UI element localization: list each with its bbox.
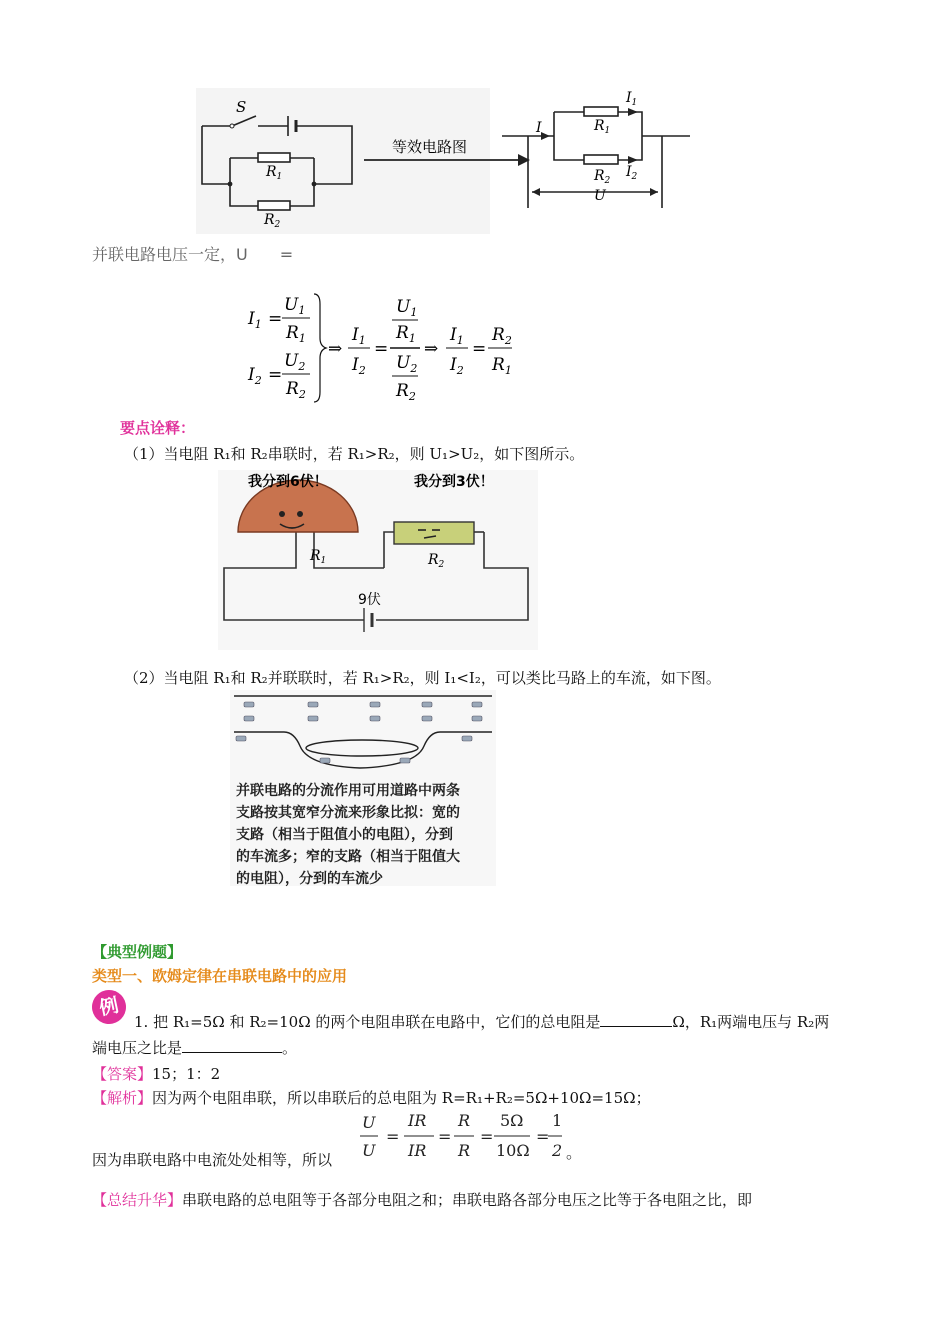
svg-text:I1: $I_1$ — [352, 325, 366, 347]
analysis-line: 【解析】因为两个电阻串联，所以串联后的总电阻为 R=R₁+R₂=5Ω+10Ω=15Ω； — [92, 1089, 651, 1107]
svg-text:U1: $U_1$ — [284, 295, 306, 317]
road-diagram — [230, 690, 496, 780]
svg-text:=: = — [386, 1127, 400, 1146]
svg-text:R1: $R_1$ — [594, 118, 611, 136]
r2-box — [394, 522, 474, 544]
svg-text:R1: $R_1$ — [396, 323, 416, 345]
r1-label: R — [266, 164, 277, 180]
svg-text:R: R — [458, 1141, 471, 1160]
switch-label: S — [236, 98, 247, 116]
svg-text:=: = — [268, 309, 283, 329]
svg-text:I1: $I_1$ — [248, 309, 262, 331]
svg-text:I2: $I_2$ — [248, 365, 262, 387]
svg-text:U2: $U_2$ — [396, 353, 418, 375]
current-ratio-formula — [240, 288, 540, 408]
svg-text:R1: $R_1$ — [310, 548, 327, 566]
brace-icon — [314, 294, 326, 402]
svg-text:10Ω: 10Ω — [496, 1141, 530, 1160]
examples-heading: 【典型例题】 — [92, 943, 183, 961]
svg-text:=: = — [374, 339, 389, 359]
voltage-ratio-formula — [356, 1108, 596, 1168]
summary-line: 【总结升华】串联电路的总电阻等于各部分电阻之和；串联电路各部分电压之比等于各电阻之比，即 — [92, 1191, 753, 1209]
svg-text:5Ω: 5Ω — [500, 1111, 524, 1130]
svg-text:R: R — [458, 1111, 471, 1130]
svg-text:=: = — [480, 1127, 494, 1146]
u-label: U — [594, 188, 606, 204]
svg-text:R2: $R_2$ — [396, 381, 416, 403]
svg-text:R2: $R_2$ — [286, 379, 306, 401]
svg-text:U2: $U_2$ — [284, 351, 306, 373]
svg-text:=: = — [472, 339, 487, 359]
svg-text:2: 2 — [552, 1141, 563, 1160]
svg-text:U: U — [362, 1113, 376, 1132]
svg-text:=: = — [438, 1127, 452, 1146]
svg-text:I2: $I_2$ — [450, 355, 464, 377]
svg-text:I2: $I_2$ — [626, 164, 638, 182]
equivalent-label: 等效电路图 — [392, 138, 468, 156]
i2-label: I — [626, 164, 632, 180]
svg-text:U1: $U_1$ — [396, 297, 418, 319]
traffic-analogy-figure — [230, 690, 496, 886]
svg-text:⇒: ⇒ — [328, 339, 343, 359]
key-points-heading: 要点诠释： — [120, 419, 196, 437]
svg-text:R1: $R_1$ — [266, 164, 283, 182]
svg-text:I1: $I_1$ — [626, 90, 638, 108]
svg-text:R1: $R_1$ — [286, 323, 306, 345]
svg-text:1: 1 — [552, 1111, 563, 1130]
question-1-line-2: 端电压之比是 。 — [92, 1039, 298, 1057]
svg-text:R2: $R_2$ — [594, 168, 611, 186]
svg-text:⇒: ⇒ — [424, 339, 439, 359]
svg-text:IR: IR — [408, 1141, 427, 1160]
type1-heading: 类型一、欧姆定律在串联电路中的应用 — [92, 967, 348, 985]
svg-text:=: = — [268, 365, 283, 385]
analysis-line-2: 因为串联电路中电流处处相等，所以 — [92, 1151, 333, 1169]
voltage-line: 并联电路电压一定，U = — [92, 245, 294, 264]
svg-text:R2: $R_2$ — [264, 212, 281, 230]
svg-text:I2: $I_2$ — [352, 355, 366, 377]
key-point-2: （2）当电阻 R₁和 R₂并联联时，若 R₁>R₂，则 I₁<I₂，可以类比马路上的车流，如下图。 — [124, 669, 721, 687]
svg-text:=: = — [536, 1127, 550, 1146]
bubble-r2: 我分到3伏！ — [414, 474, 494, 490]
i1-label: I — [626, 90, 632, 106]
i-label: I — [536, 120, 542, 136]
svg-text:R1: $R_1$ — [492, 355, 512, 377]
traffic-caption: 并联电路的分流作用可用道路中两条 支路按其宽窄分流来形象比拟：宽的 支路（相当于阻值小的电阻），分到 的车流多；窄的支路（相当于阻值大 的电阻），分到的车流少 — [236, 783, 460, 887]
r2-label: R — [264, 212, 275, 228]
bubble-r1: 我分到6伏！ — [248, 474, 328, 490]
example-badge: 例 — [89, 987, 129, 1027]
svg-text:U: U — [362, 1141, 376, 1160]
key-point-1: （1）当电阻 R₁和 R₂串联时，若 R₁>R₂，则 U₁>U₂，如下图所示。 — [124, 445, 585, 463]
svg-text:R2: $R_2$ — [428, 552, 445, 570]
answer-blank-2 — [182, 1038, 282, 1053]
svg-text:I1: $I_1$ — [450, 325, 464, 347]
answer-line: 【答案】15；1：2 — [92, 1065, 221, 1083]
question-1-line-1: 1. 把 R₁=5Ω 和 R₂=10Ω 的两个电阻串联在电路中，它们的总电阻是 Ω，R₁两端电压与 R₂两 — [134, 1013, 830, 1031]
battery-label: 9伏 — [358, 592, 381, 608]
svg-text:。: 。 — [566, 1143, 583, 1162]
answer-blank-1 — [600, 1012, 672, 1027]
equivalent-circuit-figure — [196, 88, 696, 234]
svg-text:IR: IR — [408, 1111, 427, 1130]
series-circuit-cartoon — [218, 470, 538, 650]
svg-text:R2: $R_2$ — [492, 325, 512, 347]
